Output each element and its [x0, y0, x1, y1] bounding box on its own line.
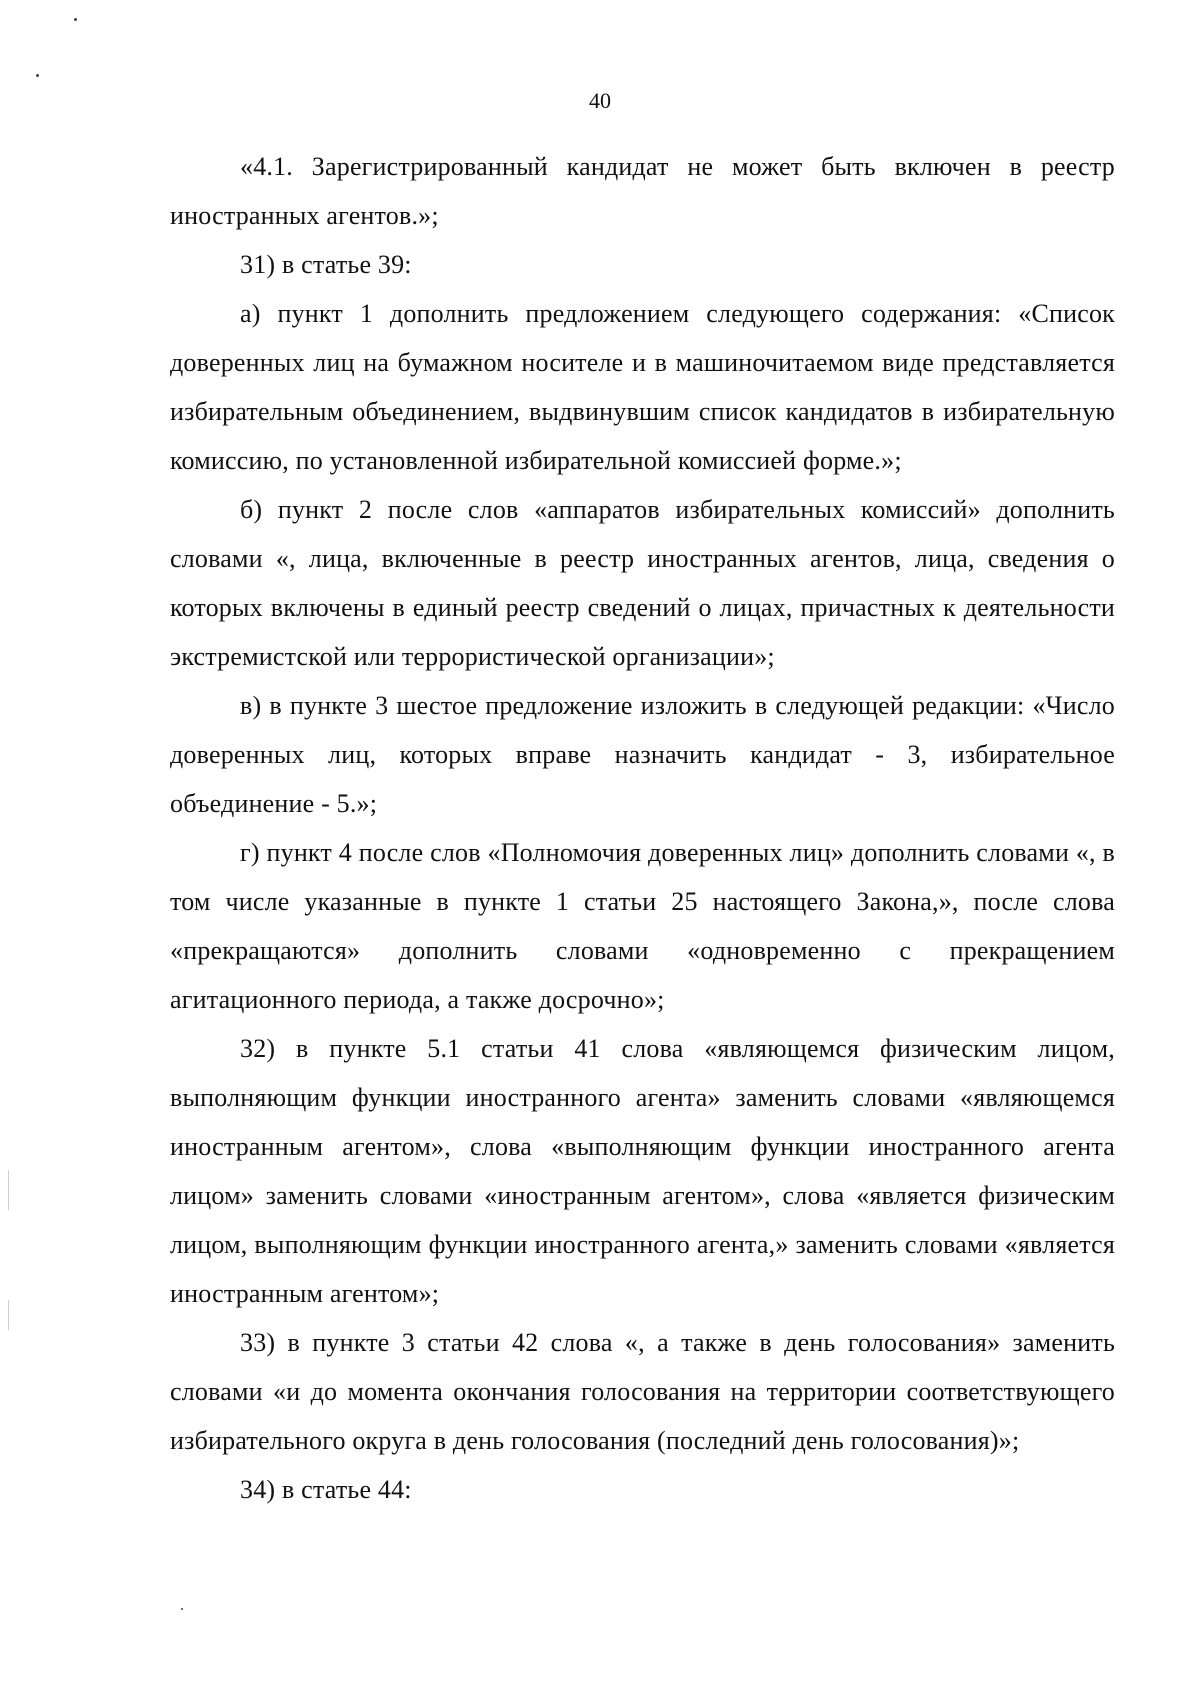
- scan-margin-mark: [8, 1300, 9, 1330]
- paragraph-subitem-v: в) в пункте 3 шестое предложение изложить в следующей редакции: «Число доверенных лиц, которых вправе назначить кандидат - 3, избирательное объединение - 5.»;: [170, 691, 1115, 818]
- paragraph-item-34: 34) в статье 44:: [240, 1475, 412, 1504]
- scan-speck: [181, 1608, 183, 1610]
- paragraph-4-1: «4.1. Зарегистрированный кандидат не может быть включен в реестр иностранных агентов.»;: [170, 152, 1115, 230]
- paragraph-subitem-a: а) пункт 1 дополнить предложением следующего содержания: «Список доверенных лиц на бумажном носителе и в машиночитаемом виде представляется избирательным объединением, выдвинувшим список кандидатов в избирательную комиссию, по установленной избирательной комиссией форме.»;: [170, 299, 1115, 475]
- document-body: [170, 142, 1115, 1514]
- paragraph-item-32: 32) в пункте 5.1 статьи 41 слова «являющемся физическим лицом, выполняющим функции иностранного агента» заменить словами «являющемся иностранным агентом», слова «выполняющим функции иностранного агента лицом» заменить словами «иностранным агентом», слова «является физическим лицом, выполняющим функции иностранного агента,» заменить словами «является иностранным агентом»;: [170, 1034, 1115, 1308]
- paragraph-item-33: 33) в пункте 3 статьи 42 слова «, а также в день голосования» заменить словами «и до момента окончания голосования на территории соответствующего избирательного округа в день голосования (последний день голосования)»;: [170, 1328, 1115, 1455]
- scan-margin-mark: [8, 1170, 9, 1210]
- page-number: 40: [589, 88, 611, 113]
- paragraph-subitem-b: б) пункт 2 после слов «аппаратов избирательных комиссий» дополнить словами «, лица, включенные в реестр иностранных агентов, лица, сведения о которых включены в единый реестр сведений о лицах, причастных к деятельности экстремистской или террористической организации»;: [170, 495, 1115, 671]
- paragraph-item-31: 31) в статье 39:: [240, 250, 412, 279]
- scan-speck: [36, 74, 39, 77]
- paragraph-subitem-g: г) пункт 4 после слов «Полномочия доверенных лиц» дополнить словами «, в том числе указанные в пункте 1 статьи 25 настоящего Закона,», после слова «прекращаются» дополнить словами «одновременно с прекращением агитационного периода, а также досрочно»;: [170, 838, 1115, 1014]
- scan-speck: [74, 18, 77, 21]
